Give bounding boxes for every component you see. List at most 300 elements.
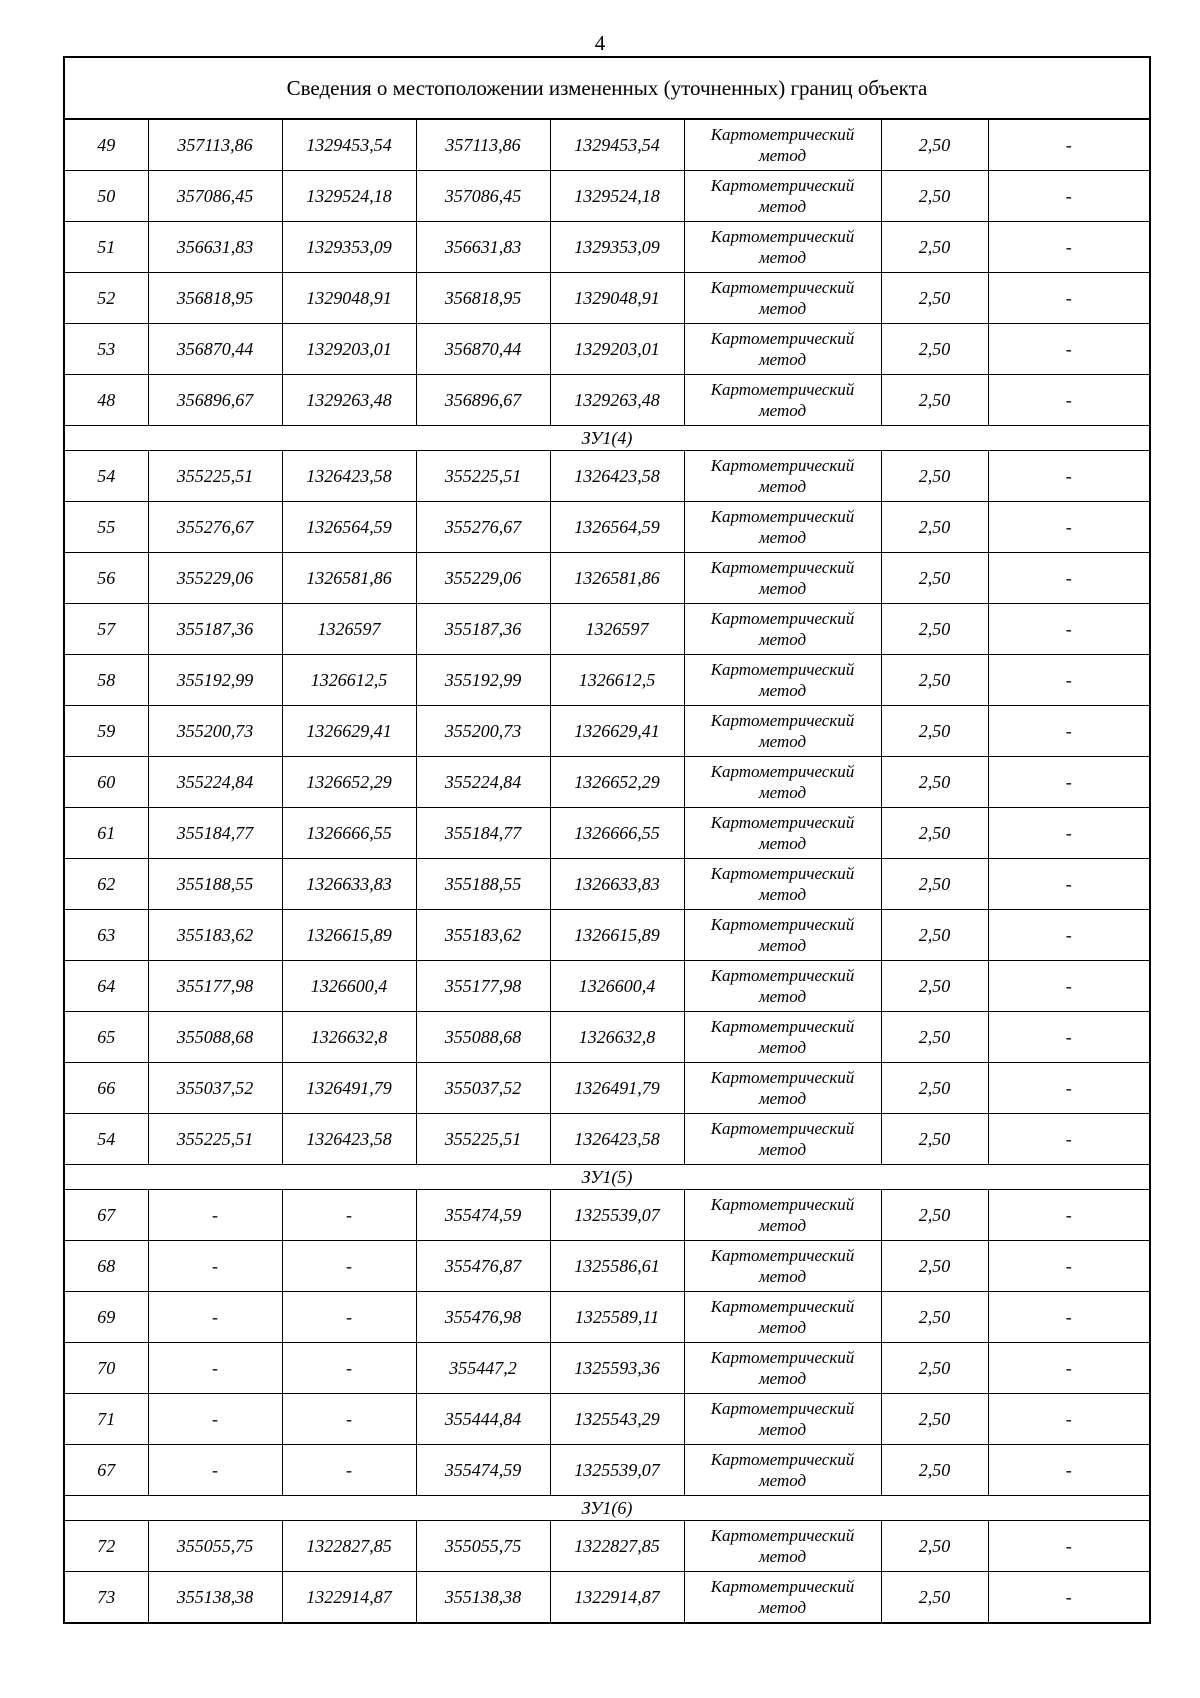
- description-cell: -: [988, 1241, 1150, 1292]
- point-number-cell: 58: [64, 655, 148, 706]
- refined-x-cell: 357113,86: [416, 119, 550, 171]
- description-cell: -: [988, 910, 1150, 961]
- refined-y-cell: 1326600,4: [550, 961, 684, 1012]
- method-cell: [684, 451, 881, 502]
- method-cell: [684, 1063, 881, 1114]
- refined-x-cell: 355444,84: [416, 1394, 550, 1445]
- table-row: [64, 706, 1150, 757]
- accuracy-cell: 2,50: [881, 502, 988, 553]
- refined-y-cell: 1329524,18: [550, 171, 684, 222]
- table-row: [64, 502, 1150, 553]
- method-cell: [684, 222, 881, 273]
- existing-x-cell: 355229,06: [148, 553, 282, 604]
- refined-x-cell: 355187,36: [416, 604, 550, 655]
- existing-y-cell: 1329453,54: [282, 119, 416, 171]
- accuracy-cell: 2,50: [881, 604, 988, 655]
- section-row: [64, 426, 1150, 451]
- existing-y-cell: 1326612,5: [282, 655, 416, 706]
- method-line-2: метод: [758, 783, 807, 802]
- method-line-1: Картометрический: [710, 278, 855, 297]
- accuracy-cell: 2,50: [881, 1521, 988, 1572]
- accuracy-cell: 2,50: [881, 1114, 988, 1165]
- method-line-2: метод: [758, 146, 807, 165]
- refined-y-cell: 1325586,61: [550, 1241, 684, 1292]
- description-cell: -: [988, 1343, 1150, 1394]
- existing-y-cell: 1326633,83: [282, 859, 416, 910]
- method-cell: [684, 808, 881, 859]
- method-line-2: метод: [758, 885, 807, 904]
- refined-y-cell: 1326612,5: [550, 655, 684, 706]
- accuracy-cell: 2,50: [881, 375, 988, 426]
- refined-x-cell: 355088,68: [416, 1012, 550, 1063]
- existing-y-cell: 1326423,58: [282, 451, 416, 502]
- existing-x-cell: -: [148, 1292, 282, 1343]
- refined-x-cell: 355037,52: [416, 1063, 550, 1114]
- accuracy-cell: 2,50: [881, 1394, 988, 1445]
- existing-x-cell: 355183,62: [148, 910, 282, 961]
- method-line-1: Картометрический: [710, 1119, 855, 1138]
- accuracy-cell: 2,50: [881, 119, 988, 171]
- accuracy-cell: 2,50: [881, 222, 988, 273]
- refined-y-cell: 1325539,07: [550, 1445, 684, 1496]
- refined-x-cell: 356896,67: [416, 375, 550, 426]
- description-cell: -: [988, 324, 1150, 375]
- description-cell: -: [988, 961, 1150, 1012]
- method-cell: [684, 1394, 881, 1445]
- existing-x-cell: -: [148, 1394, 282, 1445]
- existing-y-cell: 1329353,09: [282, 222, 416, 273]
- method-cell: [684, 273, 881, 324]
- existing-x-cell: 356896,67: [148, 375, 282, 426]
- refined-x-cell: 355177,98: [416, 961, 550, 1012]
- method-line-1: Картометрический: [710, 380, 855, 399]
- existing-x-cell: 355187,36: [148, 604, 282, 655]
- accuracy-cell: 2,50: [881, 808, 988, 859]
- description-cell: -: [988, 553, 1150, 604]
- refined-x-cell: 355474,59: [416, 1445, 550, 1496]
- method-line-2: метод: [758, 1216, 807, 1235]
- method-line-1: Картометрический: [710, 125, 855, 144]
- point-number-cell: 53: [64, 324, 148, 375]
- point-number-cell: 64: [64, 961, 148, 1012]
- refined-y-cell: 1326666,55: [550, 808, 684, 859]
- table-row: [64, 273, 1150, 324]
- table-row: [64, 1114, 1150, 1165]
- method-cell: [684, 961, 881, 1012]
- method-line-1: Картометрический: [710, 813, 855, 832]
- description-cell: -: [988, 808, 1150, 859]
- method-cell: [684, 1572, 881, 1624]
- section-row: [64, 1496, 1150, 1521]
- refined-y-cell: 1326615,89: [550, 910, 684, 961]
- existing-x-cell: 355184,77: [148, 808, 282, 859]
- method-line-2: метод: [758, 987, 807, 1006]
- refined-y-cell: 1322827,85: [550, 1521, 684, 1572]
- method-line-1: Картометрический: [710, 558, 855, 577]
- existing-y-cell: 1329263,48: [282, 375, 416, 426]
- existing-x-cell: 355225,51: [148, 451, 282, 502]
- description-cell: -: [988, 1012, 1150, 1063]
- existing-y-cell: 1322827,85: [282, 1521, 416, 1572]
- method-line-2: метод: [758, 1471, 807, 1490]
- section-label: ЗУ1(4): [64, 426, 1150, 451]
- table-row: [64, 1241, 1150, 1292]
- refined-x-cell: 355184,77: [416, 808, 550, 859]
- refined-y-cell: 1326629,41: [550, 706, 684, 757]
- refined-y-cell: 1329048,91: [550, 273, 684, 324]
- table-row: [64, 604, 1150, 655]
- existing-y-cell: 1326600,4: [282, 961, 416, 1012]
- refined-y-cell: 1326423,58: [550, 1114, 684, 1165]
- table-row: [64, 808, 1150, 859]
- refined-x-cell: 355183,62: [416, 910, 550, 961]
- point-number-cell: 63: [64, 910, 148, 961]
- point-number-cell: 68: [64, 1241, 148, 1292]
- point-number-cell: 73: [64, 1572, 148, 1624]
- refined-x-cell: 355225,51: [416, 1114, 550, 1165]
- description-cell: -: [988, 222, 1150, 273]
- point-number-cell: 72: [64, 1521, 148, 1572]
- method-line-2: метод: [758, 630, 807, 649]
- description-cell: -: [988, 757, 1150, 808]
- refined-x-cell: 355055,75: [416, 1521, 550, 1572]
- method-line-1: Картометрический: [710, 1246, 855, 1265]
- description-cell: -: [988, 859, 1150, 910]
- method-line-1: Картометрический: [710, 456, 855, 475]
- method-line-2: метод: [758, 1267, 807, 1286]
- method-line-2: метод: [758, 681, 807, 700]
- accuracy-cell: 2,50: [881, 859, 988, 910]
- method-cell: [684, 1343, 881, 1394]
- point-number-cell: 48: [64, 375, 148, 426]
- accuracy-cell: 2,50: [881, 1445, 988, 1496]
- refined-y-cell: 1325589,11: [550, 1292, 684, 1343]
- existing-y-cell: 1322914,87: [282, 1572, 416, 1624]
- method-line-1: Картометрический: [710, 1017, 855, 1036]
- existing-y-cell: 1326615,89: [282, 910, 416, 961]
- existing-x-cell: 355037,52: [148, 1063, 282, 1114]
- method-line-1: Картометрический: [710, 176, 855, 195]
- point-number-cell: 49: [64, 119, 148, 171]
- existing-x-cell: 355138,38: [148, 1572, 282, 1624]
- refined-x-cell: 356870,44: [416, 324, 550, 375]
- method-line-1: Картометрический: [710, 1526, 855, 1545]
- page-number: 4: [594, 31, 606, 55]
- description-cell: -: [988, 1521, 1150, 1572]
- refined-x-cell: 355276,67: [416, 502, 550, 553]
- refined-x-cell: 355188,55: [416, 859, 550, 910]
- existing-x-cell: 355177,98: [148, 961, 282, 1012]
- existing-y-cell: 1329048,91: [282, 273, 416, 324]
- existing-x-cell: 355088,68: [148, 1012, 282, 1063]
- point-number-cell: 67: [64, 1445, 148, 1496]
- description-cell: -: [988, 119, 1150, 171]
- method-cell: [684, 553, 881, 604]
- description-cell: -: [988, 1114, 1150, 1165]
- refined-x-cell: 355447,2: [416, 1343, 550, 1394]
- method-line-1: Картометрический: [710, 762, 855, 781]
- accuracy-cell: 2,50: [881, 910, 988, 961]
- existing-y-cell: 1326629,41: [282, 706, 416, 757]
- method-line-2: метод: [758, 197, 807, 216]
- accuracy-cell: 2,50: [881, 1012, 988, 1063]
- existing-y-cell: -: [282, 1241, 416, 1292]
- method-line-1: Картометрический: [710, 966, 855, 985]
- refined-x-cell: 355229,06: [416, 553, 550, 604]
- refined-x-cell: 356818,95: [416, 273, 550, 324]
- description-cell: -: [988, 1394, 1150, 1445]
- existing-x-cell: 355200,73: [148, 706, 282, 757]
- method-line-2: метод: [758, 1369, 807, 1388]
- method-cell: [684, 119, 881, 171]
- existing-y-cell: 1326666,55: [282, 808, 416, 859]
- method-cell: [684, 1521, 881, 1572]
- refined-x-cell: 355192,99: [416, 655, 550, 706]
- description-cell: -: [988, 451, 1150, 502]
- existing-y-cell: 1326632,8: [282, 1012, 416, 1063]
- table-row: [64, 171, 1150, 222]
- table-row: [64, 375, 1150, 426]
- point-number-cell: 69: [64, 1292, 148, 1343]
- table-row: [64, 1292, 1150, 1343]
- refined-y-cell: 1326564,59: [550, 502, 684, 553]
- refined-x-cell: 355138,38: [416, 1572, 550, 1624]
- existing-y-cell: 1326597: [282, 604, 416, 655]
- accuracy-cell: 2,50: [881, 451, 988, 502]
- existing-x-cell: 357086,45: [148, 171, 282, 222]
- existing-x-cell: 356818,95: [148, 273, 282, 324]
- accuracy-cell: 2,50: [881, 706, 988, 757]
- method-cell: [684, 757, 881, 808]
- description-cell: -: [988, 171, 1150, 222]
- refined-x-cell: 356631,83: [416, 222, 550, 273]
- existing-y-cell: -: [282, 1292, 416, 1343]
- point-number-cell: 54: [64, 1114, 148, 1165]
- accuracy-cell: 2,50: [881, 273, 988, 324]
- refined-y-cell: 1326632,8: [550, 1012, 684, 1063]
- accuracy-cell: 2,50: [881, 1190, 988, 1241]
- existing-x-cell: 356631,83: [148, 222, 282, 273]
- existing-y-cell: 1329524,18: [282, 171, 416, 222]
- refined-y-cell: 1326491,79: [550, 1063, 684, 1114]
- existing-x-cell: 355224,84: [148, 757, 282, 808]
- existing-y-cell: -: [282, 1190, 416, 1241]
- method-line-2: метод: [758, 1598, 807, 1617]
- table-row: [64, 757, 1150, 808]
- method-line-2: метод: [758, 401, 807, 420]
- method-line-1: Картометрический: [710, 1195, 855, 1214]
- method-cell: [684, 1445, 881, 1496]
- refined-y-cell: 1329453,54: [550, 119, 684, 171]
- accuracy-cell: 2,50: [881, 1343, 988, 1394]
- method-line-2: метод: [758, 477, 807, 496]
- method-cell: [684, 706, 881, 757]
- method-cell: [684, 171, 881, 222]
- refined-y-cell: 1326423,58: [550, 451, 684, 502]
- accuracy-cell: 2,50: [881, 1063, 988, 1114]
- existing-y-cell: 1326423,58: [282, 1114, 416, 1165]
- method-line-2: метод: [758, 579, 807, 598]
- existing-y-cell: 1326652,29: [282, 757, 416, 808]
- existing-x-cell: 355225,51: [148, 1114, 282, 1165]
- description-cell: -: [988, 655, 1150, 706]
- method-line-1: Картометрический: [710, 660, 855, 679]
- method-line-1: Картометрический: [710, 1450, 855, 1469]
- existing-x-cell: 355188,55: [148, 859, 282, 910]
- refined-x-cell: 357086,45: [416, 171, 550, 222]
- method-line-2: метод: [758, 936, 807, 955]
- point-number-cell: 65: [64, 1012, 148, 1063]
- method-cell: [684, 1292, 881, 1343]
- section-label: ЗУ1(5): [64, 1165, 1150, 1190]
- existing-x-cell: -: [148, 1343, 282, 1394]
- refined-y-cell: 1326581,86: [550, 553, 684, 604]
- method-line-1: Картометрический: [710, 227, 855, 246]
- refined-y-cell: 1326597: [550, 604, 684, 655]
- refined-y-cell: 1329353,09: [550, 222, 684, 273]
- point-number-cell: 57: [64, 604, 148, 655]
- accuracy-cell: 2,50: [881, 961, 988, 1012]
- existing-x-cell: 355192,99: [148, 655, 282, 706]
- point-number-cell: 56: [64, 553, 148, 604]
- description-cell: -: [988, 706, 1150, 757]
- point-number-cell: 50: [64, 171, 148, 222]
- point-number-cell: 60: [64, 757, 148, 808]
- refined-y-cell: 1329203,01: [550, 324, 684, 375]
- method-cell: [684, 1012, 881, 1063]
- refined-x-cell: 355225,51: [416, 451, 550, 502]
- refined-y-cell: 1326652,29: [550, 757, 684, 808]
- table-row: [64, 119, 1150, 171]
- point-number-cell: 55: [64, 502, 148, 553]
- method-line-2: метод: [758, 1318, 807, 1337]
- description-cell: -: [988, 273, 1150, 324]
- method-line-2: метод: [758, 1089, 807, 1108]
- method-line-2: метод: [758, 299, 807, 318]
- method-cell: [684, 324, 881, 375]
- refined-x-cell: 355200,73: [416, 706, 550, 757]
- accuracy-cell: 2,50: [881, 1572, 988, 1624]
- existing-x-cell: 355276,67: [148, 502, 282, 553]
- method-line-1: Картометрический: [710, 329, 855, 348]
- method-line-2: метод: [758, 1547, 807, 1566]
- accuracy-cell: 2,50: [881, 757, 988, 808]
- point-number-cell: 70: [64, 1343, 148, 1394]
- existing-y-cell: 1326491,79: [282, 1063, 416, 1114]
- refined-y-cell: 1329263,48: [550, 375, 684, 426]
- table-row: [64, 1445, 1150, 1496]
- method-line-2: метод: [758, 248, 807, 267]
- existing-y-cell: 1326581,86: [282, 553, 416, 604]
- refined-y-cell: 1325543,29: [550, 1394, 684, 1445]
- description-cell: -: [988, 375, 1150, 426]
- accuracy-cell: 2,50: [881, 553, 988, 604]
- method-line-1: Картометрический: [710, 711, 855, 730]
- point-number-cell: 71: [64, 1394, 148, 1445]
- method-line-1: Картометрический: [710, 1577, 855, 1596]
- description-cell: -: [988, 1063, 1150, 1114]
- section-row: [64, 1165, 1150, 1190]
- method-line-1: Картометрический: [710, 864, 855, 883]
- point-number-cell: 62: [64, 859, 148, 910]
- method-line-1: Картометрический: [710, 1068, 855, 1087]
- table-row: [64, 1394, 1150, 1445]
- section-label: ЗУ1(6): [64, 1496, 1150, 1521]
- refined-y-cell: 1325593,36: [550, 1343, 684, 1394]
- table-title: Сведения о местоположении измененных (уточненных) границ объекта: [64, 57, 1150, 119]
- refined-x-cell: 355224,84: [416, 757, 550, 808]
- method-line-1: Картометрический: [710, 915, 855, 934]
- method-line-1: Картометрический: [710, 1399, 855, 1418]
- point-number-cell: 61: [64, 808, 148, 859]
- method-cell: [684, 1241, 881, 1292]
- table-row: [64, 961, 1150, 1012]
- method-cell: [684, 604, 881, 655]
- method-cell: [684, 1190, 881, 1241]
- refined-y-cell: 1322914,87: [550, 1572, 684, 1624]
- point-number-cell: 51: [64, 222, 148, 273]
- method-line-2: метод: [758, 1140, 807, 1159]
- existing-x-cell: -: [148, 1241, 282, 1292]
- method-line-1: Картометрический: [710, 609, 855, 628]
- table-row: [64, 1572, 1150, 1624]
- method-line-2: метод: [758, 528, 807, 547]
- method-line-2: метод: [758, 1038, 807, 1057]
- existing-x-cell: 357113,86: [148, 119, 282, 171]
- description-cell: -: [988, 1445, 1150, 1496]
- refined-x-cell: 355476,98: [416, 1292, 550, 1343]
- existing-y-cell: -: [282, 1445, 416, 1496]
- table-row: [64, 222, 1150, 273]
- table-row: [64, 1521, 1150, 1572]
- accuracy-cell: 2,50: [881, 1241, 988, 1292]
- table-row: [64, 1343, 1150, 1394]
- table-row: [64, 1012, 1150, 1063]
- point-number-cell: 54: [64, 451, 148, 502]
- accuracy-cell: 2,50: [881, 171, 988, 222]
- method-cell: [684, 502, 881, 553]
- method-line-2: метод: [758, 1420, 807, 1439]
- existing-y-cell: -: [282, 1343, 416, 1394]
- refined-y-cell: 1325539,07: [550, 1190, 684, 1241]
- table-row: [64, 324, 1150, 375]
- method-line-2: метод: [758, 834, 807, 853]
- method-cell: [684, 375, 881, 426]
- existing-x-cell: -: [148, 1445, 282, 1496]
- table-row: [64, 910, 1150, 961]
- existing-y-cell: 1326564,59: [282, 502, 416, 553]
- boundary-coordinates-table: [63, 56, 1151, 1624]
- method-line-1: Картометрический: [710, 1348, 855, 1367]
- accuracy-cell: 2,50: [881, 1292, 988, 1343]
- point-number-cell: 59: [64, 706, 148, 757]
- description-cell: -: [988, 1190, 1150, 1241]
- table-row: [64, 451, 1150, 502]
- method-cell: [684, 910, 881, 961]
- table-row: [64, 1190, 1150, 1241]
- existing-x-cell: 356870,44: [148, 324, 282, 375]
- refined-y-cell: 1326633,83: [550, 859, 684, 910]
- description-cell: -: [988, 604, 1150, 655]
- point-number-cell: 67: [64, 1190, 148, 1241]
- description-cell: -: [988, 502, 1150, 553]
- method-cell: [684, 655, 881, 706]
- accuracy-cell: 2,50: [881, 655, 988, 706]
- method-line-1: Картометрический: [710, 507, 855, 526]
- refined-x-cell: 355474,59: [416, 1190, 550, 1241]
- description-cell: -: [988, 1572, 1150, 1624]
- existing-y-cell: 1329203,01: [282, 324, 416, 375]
